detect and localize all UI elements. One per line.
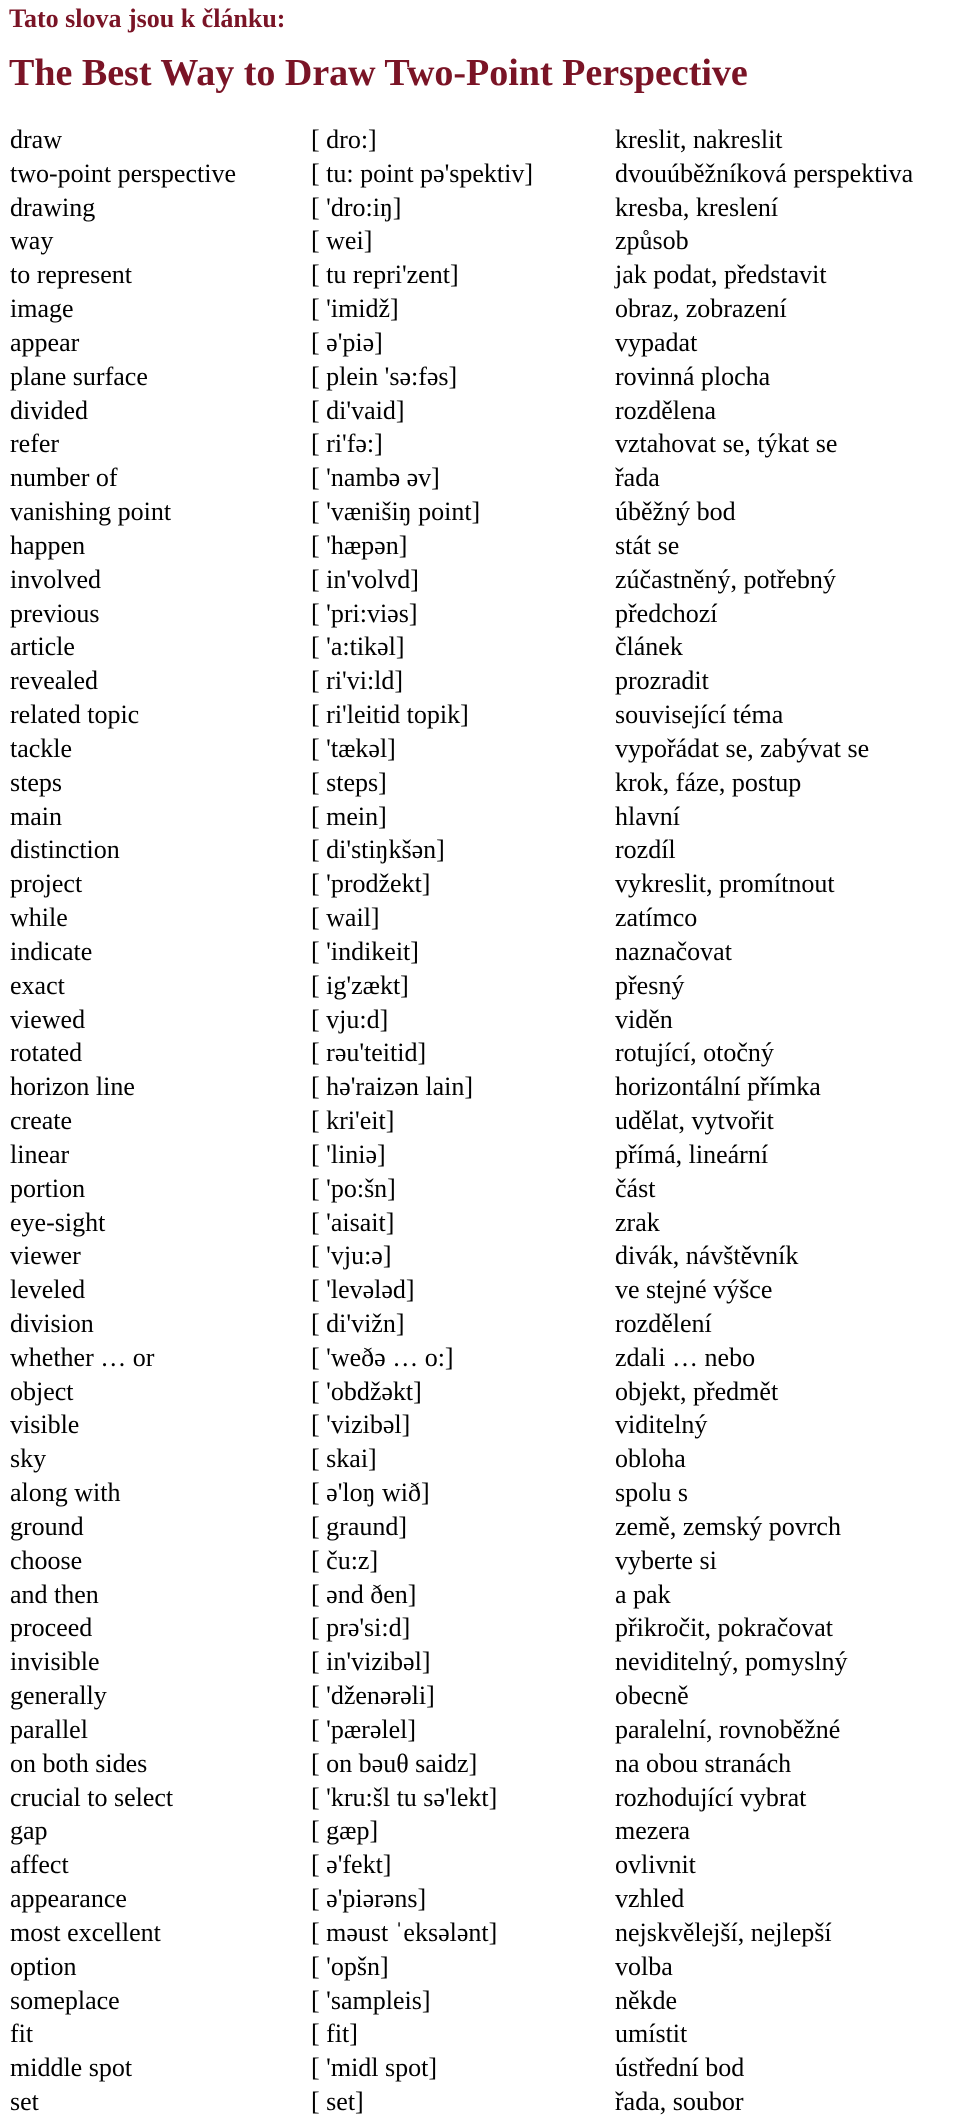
vocabulary-pronunciation: [ kri'eit] bbox=[311, 1106, 395, 1136]
vocabulary-word: distinction bbox=[10, 835, 120, 865]
vocabulary-row bbox=[0, 732, 960, 766]
vocabulary-pronunciation: [ ə'loŋ wið] bbox=[311, 1478, 430, 1508]
vocabulary-pronunciation: [ 'prodžekt] bbox=[311, 869, 431, 899]
vocabulary-translation: vyberte si bbox=[615, 1545, 717, 1575]
vocabulary-row bbox=[0, 1611, 960, 1645]
vocabulary-translation: kreslit, nakreslit bbox=[615, 125, 783, 154]
vocabulary-pronunciation: [ fit] bbox=[311, 2019, 358, 2049]
vocabulary-translation: úběžný bod bbox=[615, 497, 736, 527]
vocabulary-word: to represent bbox=[10, 260, 133, 290]
vocabulary-word: along with bbox=[10, 1478, 121, 1508]
vocabulary-pronunciation: [ wei] bbox=[311, 226, 373, 256]
vocabulary-row bbox=[0, 2085, 960, 2119]
vocabulary-word: tackle bbox=[10, 733, 73, 763]
vocabulary-row bbox=[0, 1814, 960, 1848]
vocabulary-word: related topic bbox=[10, 700, 140, 730]
vocabulary-translation: rozhodující vybrat bbox=[615, 1782, 807, 1812]
vocabulary-pronunciation: [ di'vaid] bbox=[311, 395, 405, 425]
vocabulary-row bbox=[0, 1003, 960, 1037]
vocabulary-row bbox=[0, 1882, 960, 1916]
vocabulary-pronunciation: [ 'opšn] bbox=[311, 1951, 389, 1981]
vocabulary-row bbox=[0, 1950, 960, 1984]
vocabulary-row bbox=[0, 1239, 960, 1273]
vocabulary-pronunciation: [ 'levələd] bbox=[311, 1275, 415, 1305]
vocabulary-translation: obloha bbox=[615, 1444, 686, 1474]
vocabulary-translation: jak podat, představit bbox=[615, 260, 827, 290]
vocabulary-word: main bbox=[10, 801, 62, 831]
vocabulary-translation: vypadat bbox=[615, 327, 698, 357]
vocabulary-row bbox=[0, 597, 960, 631]
vocabulary-word: ground bbox=[10, 1511, 84, 1541]
vocabulary-pronunciation: [ mein] bbox=[311, 801, 387, 831]
vocabulary-translation: paralelní, rovnoběžné bbox=[615, 1714, 841, 1744]
vocabulary-pronunciation: [ set] bbox=[311, 2087, 364, 2117]
vocabulary-translation: rotující, otočný bbox=[615, 1038, 774, 1068]
vocabulary-row bbox=[0, 427, 960, 461]
vocabulary-word: invisible bbox=[10, 1647, 100, 1677]
vocabulary-pronunciation: [ 'weðə … o:] bbox=[311, 1342, 454, 1372]
vocabulary-word: divided bbox=[10, 395, 88, 425]
vocabulary-translation: mezera bbox=[615, 1816, 691, 1846]
vocabulary-pronunciation: [ skai] bbox=[311, 1444, 377, 1474]
vocabulary-pronunciation: [ rəu'teitid] bbox=[311, 1038, 427, 1068]
vocabulary-word: vanishing point bbox=[10, 497, 172, 527]
vocabulary-pronunciation: [ on bəuθ saidz] bbox=[311, 1748, 478, 1778]
vocabulary-pronunciation: [ ig'zækt] bbox=[311, 970, 409, 1000]
vocabulary-translation: neviditelný, pomyslný bbox=[615, 1647, 848, 1677]
vocabulary-pronunciation: [ 'kru:šl tu sə'lekt] bbox=[311, 1782, 498, 1812]
vocabulary-pronunciation: [ ri'vi:ld] bbox=[311, 666, 404, 696]
vocabulary-word: object bbox=[10, 1376, 74, 1406]
page-subtitle: Tato slova jsou k článku: bbox=[9, 4, 286, 33]
vocabulary-word: exact bbox=[10, 970, 65, 1000]
vocabulary-word: gap bbox=[10, 1816, 48, 1846]
vocabulary-row bbox=[0, 495, 960, 529]
vocabulary-pronunciation: [ 'liniə] bbox=[311, 1139, 386, 1169]
vocabulary-pronunciation: [ 'indikeit] bbox=[311, 936, 419, 966]
vocabulary-pronunciation: [ di'vižn] bbox=[311, 1308, 405, 1338]
vocabulary-pronunciation: [ 'dženərəli] bbox=[311, 1681, 435, 1711]
vocabulary-row bbox=[0, 258, 960, 292]
vocabulary-row bbox=[0, 2017, 960, 2051]
vocabulary-word: article bbox=[10, 632, 75, 662]
vocabulary-pronunciation: [ ri'leitid topik] bbox=[311, 700, 469, 730]
vocabulary-pronunciation: [ 'hæpən] bbox=[311, 530, 408, 560]
vocabulary-word: choose bbox=[10, 1545, 83, 1575]
vocabulary-row bbox=[0, 1544, 960, 1578]
vocabulary-translation: prozradit bbox=[615, 666, 709, 696]
vocabulary-word: leveled bbox=[10, 1275, 86, 1305]
vocabulary-word: horizon line bbox=[10, 1072, 135, 1102]
vocabulary-row bbox=[0, 461, 960, 495]
vocabulary-translation: ovlivnit bbox=[615, 1850, 696, 1880]
vocabulary-row bbox=[0, 1747, 960, 1781]
vocabulary-pronunciation: [ 'dro:iŋ] bbox=[311, 192, 402, 222]
vocabulary-translation: objekt, předmět bbox=[615, 1376, 779, 1406]
vocabulary-word: visible bbox=[10, 1410, 80, 1440]
vocabulary-translation: přímá, lineární bbox=[615, 1139, 769, 1169]
vocabulary-word: previous bbox=[10, 598, 100, 628]
vocabulary-translation: krok, fáze, postup bbox=[615, 767, 802, 797]
vocabulary-pronunciation: [ di'stiŋkšən] bbox=[311, 835, 445, 865]
vocabulary-row bbox=[0, 394, 960, 428]
vocabulary-translation: přesný bbox=[615, 970, 685, 1000]
vocabulary-pronunciation: [ tu: point pə'spektiv] bbox=[311, 158, 534, 188]
vocabulary-word: image bbox=[10, 294, 74, 324]
vocabulary-word: whether … or bbox=[10, 1342, 155, 1372]
vocabulary-row bbox=[0, 1984, 960, 2018]
vocabulary-row bbox=[0, 766, 960, 800]
vocabulary-row bbox=[0, 1070, 960, 1104]
vocabulary-translation: rozdělení bbox=[615, 1308, 712, 1338]
vocabulary-word: division bbox=[10, 1308, 94, 1338]
vocabulary-word: eye-sight bbox=[10, 1207, 106, 1237]
vocabulary-row bbox=[0, 1713, 960, 1747]
vocabulary-translation: viděn bbox=[615, 1004, 673, 1034]
vocabulary-word: appearance bbox=[10, 1884, 127, 1914]
vocabulary-row bbox=[0, 1578, 960, 1612]
vocabulary-pronunciation: [ steps] bbox=[311, 767, 387, 797]
vocabulary-pronunciation: [ plein 'sə:fəs] bbox=[311, 361, 458, 391]
vocabulary-row bbox=[0, 833, 960, 867]
vocabulary-pronunciation: [ 'pri:viəs] bbox=[311, 598, 418, 628]
vocabulary-translation: rozdíl bbox=[615, 835, 676, 865]
vocabulary-word: two-point perspective bbox=[10, 158, 236, 188]
vocabulary-row bbox=[0, 1273, 960, 1307]
vocabulary-word: refer bbox=[10, 429, 60, 459]
vocabulary-word: indicate bbox=[10, 936, 93, 966]
vocabulary-word: rotated bbox=[10, 1038, 83, 1068]
vocabulary-word: generally bbox=[10, 1681, 107, 1711]
vocabulary-row bbox=[0, 1476, 960, 1510]
vocabulary-translation: zúčastněný, potřebný bbox=[615, 564, 836, 594]
vocabulary-row bbox=[0, 969, 960, 1003]
vocabulary-word: someplace bbox=[10, 1985, 120, 2015]
vocabulary-word: most excellent bbox=[10, 1917, 161, 1947]
vocabulary-translation: řada bbox=[615, 463, 660, 493]
vocabulary-row bbox=[0, 1408, 960, 1442]
vocabulary-row bbox=[0, 2051, 960, 2085]
vocabulary-word: number of bbox=[10, 463, 118, 493]
vocabulary-row bbox=[0, 1206, 960, 1240]
vocabulary-word: drawing bbox=[10, 192, 96, 222]
vocabulary-pronunciation: [ 'sampleis] bbox=[311, 1985, 431, 2015]
vocabulary-pronunciation: [ 'a:tikəl] bbox=[311, 632, 405, 662]
vocabulary-pronunciation: [ ču:z] bbox=[311, 1545, 379, 1575]
vocabulary-translation: nejskvělejší, nejlepší bbox=[615, 1917, 832, 1947]
vocabulary-pronunciation: [ vju:d] bbox=[311, 1004, 389, 1034]
vocabulary-row bbox=[0, 1916, 960, 1950]
vocabulary-row bbox=[0, 1679, 960, 1713]
vocabulary-translation: článek bbox=[615, 632, 683, 662]
vocabulary-translation: divák, návštěvník bbox=[615, 1241, 799, 1271]
vocabulary-translation: volba bbox=[615, 1951, 673, 1981]
vocabulary-row bbox=[0, 224, 960, 258]
vocabulary-translation: obraz, zobrazení bbox=[615, 294, 787, 324]
vocabulary-translation: stát se bbox=[615, 530, 680, 560]
vocabulary-pronunciation: [ 'po:šn] bbox=[311, 1173, 396, 1203]
vocabulary-row bbox=[0, 935, 960, 969]
vocabulary-translation: přikročit, pokračovat bbox=[615, 1613, 834, 1643]
vocabulary-translation: vykreslit, promítnout bbox=[615, 869, 835, 899]
vocabulary-row bbox=[0, 1645, 960, 1679]
vocabulary-word: proceed bbox=[10, 1613, 93, 1643]
vocabulary-word: project bbox=[10, 869, 83, 899]
vocabulary-pronunciation: [ 'vju:ə] bbox=[311, 1241, 392, 1271]
vocabulary-row bbox=[0, 191, 960, 225]
vocabulary-row bbox=[0, 563, 960, 597]
vocabulary-translation: vypořádat se, zabývat se bbox=[615, 733, 870, 763]
vocabulary-translation: vztahovat se, týkat se bbox=[615, 429, 838, 459]
vocabulary-row bbox=[0, 1307, 960, 1341]
vocabulary-translation: předchozí bbox=[615, 598, 718, 628]
vocabulary-word: on both sides bbox=[10, 1748, 148, 1778]
vocabulary-translation: zrak bbox=[615, 1207, 660, 1237]
vocabulary-translation: část bbox=[615, 1173, 656, 1203]
vocabulary-pronunciation: [ in'volvd] bbox=[311, 564, 419, 594]
vocabulary-pronunciation: [ məust ˈeksələnt] bbox=[311, 1917, 498, 1947]
vocabulary-row bbox=[0, 1781, 960, 1815]
vocabulary-pronunciation: [ 'vizibəl] bbox=[311, 1410, 411, 1440]
vocabulary-word: way bbox=[10, 226, 54, 256]
vocabulary-pronunciation: [ ə'piərəns] bbox=[311, 1884, 427, 1914]
vocabulary-row bbox=[0, 1848, 960, 1882]
vocabulary-translation: kresba, kreslení bbox=[615, 192, 779, 222]
vocabulary-translation: řada, soubor bbox=[615, 2087, 744, 2117]
vocabulary-translation: rozdělena bbox=[615, 395, 717, 425]
vocabulary-row bbox=[0, 1442, 960, 1476]
vocabulary-word: fit bbox=[10, 2019, 34, 2049]
vocabulary-translation: země, zemský povrch bbox=[615, 1511, 841, 1541]
vocabulary-pronunciation: [ 'obdžəkt] bbox=[311, 1376, 422, 1406]
vocabulary-word: portion bbox=[10, 1173, 86, 1203]
vocabulary-word: sky bbox=[10, 1444, 47, 1474]
vocabulary-pronunciation: [ gæp] bbox=[311, 1816, 379, 1846]
vocabulary-pronunciation: [ ri'fə:] bbox=[311, 429, 383, 459]
vocabulary-word: plane surface bbox=[10, 361, 148, 391]
vocabulary-word: create bbox=[10, 1106, 73, 1136]
vocabulary-translation: viditelný bbox=[615, 1410, 708, 1440]
vocabulary-row bbox=[0, 698, 960, 732]
vocabulary-pronunciation: [ wail] bbox=[311, 903, 380, 933]
vocabulary-table bbox=[0, 123, 960, 2119]
vocabulary-translation: způsob bbox=[615, 226, 689, 256]
vocabulary-row bbox=[0, 1341, 960, 1375]
vocabulary-pronunciation: [ 'imidž] bbox=[311, 294, 399, 324]
vocabulary-word: happen bbox=[10, 530, 86, 560]
vocabulary-pronunciation: [ tu repri'zent] bbox=[311, 260, 459, 290]
vocabulary-word: viewer bbox=[10, 1241, 81, 1271]
vocabulary-translation: horizontální přímka bbox=[615, 1072, 821, 1102]
vocabulary-word: crucial to select bbox=[10, 1782, 174, 1812]
vocabulary-translation: ve stejné výšce bbox=[615, 1275, 773, 1305]
vocabulary-word: appear bbox=[10, 327, 80, 357]
vocabulary-pronunciation: [ graund] bbox=[311, 1511, 408, 1541]
vocabulary-pronunciation: [ ə'piə] bbox=[311, 327, 383, 357]
vocabulary-translation: obecně bbox=[615, 1681, 689, 1711]
vocabulary-translation: dvouúběžníková perspektiva bbox=[615, 158, 914, 188]
vocabulary-pronunciation: [ dro:] bbox=[311, 125, 377, 154]
vocabulary-word: linear bbox=[10, 1139, 70, 1169]
vocabulary-pronunciation: [ ə'fekt] bbox=[311, 1850, 392, 1880]
vocabulary-row bbox=[0, 123, 960, 157]
vocabulary-row bbox=[0, 529, 960, 563]
vocabulary-word: revealed bbox=[10, 666, 99, 696]
vocabulary-pronunciation: [ 'aisait] bbox=[311, 1207, 395, 1237]
vocabulary-word: middle spot bbox=[10, 2053, 133, 2083]
vocabulary-translation: umístit bbox=[615, 2019, 688, 2049]
vocabulary-row bbox=[0, 867, 960, 901]
vocabulary-pronunciation: [ 'midl spot] bbox=[311, 2053, 438, 2083]
vocabulary-translation: spolu s bbox=[615, 1478, 688, 1508]
vocabulary-word: while bbox=[10, 903, 68, 933]
vocabulary-row bbox=[0, 1104, 960, 1138]
vocabulary-row bbox=[0, 1172, 960, 1206]
vocabulary-translation: související téma bbox=[615, 700, 784, 730]
vocabulary-pronunciation: [ prə'si:d] bbox=[311, 1613, 411, 1643]
vocabulary-word: and then bbox=[10, 1579, 99, 1609]
vocabulary-pronunciation: [ hə'raizən lain] bbox=[311, 1072, 474, 1102]
vocabulary-pronunciation: [ 'pærəlel] bbox=[311, 1714, 417, 1744]
vocabulary-pronunciation: [ 'nambə əv] bbox=[311, 463, 440, 493]
vocabulary-row bbox=[0, 1036, 960, 1070]
vocabulary-word: parallel bbox=[10, 1714, 88, 1744]
vocabulary-word: option bbox=[10, 1951, 77, 1981]
vocabulary-translation: ústřední bod bbox=[615, 2053, 745, 2083]
vocabulary-word: draw bbox=[10, 125, 62, 154]
vocabulary-row bbox=[0, 630, 960, 664]
vocabulary-translation: udělat, vytvořit bbox=[615, 1106, 774, 1136]
vocabulary-translation: hlavní bbox=[615, 801, 680, 831]
vocabulary-row bbox=[0, 901, 960, 935]
vocabulary-row bbox=[0, 800, 960, 834]
vocabulary-word: steps bbox=[10, 767, 62, 797]
vocabulary-pronunciation: [ in'vizibəl] bbox=[311, 1647, 431, 1677]
vocabulary-row bbox=[0, 1138, 960, 1172]
vocabulary-word: viewed bbox=[10, 1004, 86, 1034]
vocabulary-pronunciation: [ ənd ðen] bbox=[311, 1579, 417, 1609]
page-title: The Best Way to Draw Two-Point Perspective bbox=[9, 52, 748, 94]
vocabulary-row bbox=[0, 360, 960, 394]
vocabulary-pronunciation: [ 'vænišiŋ point] bbox=[311, 497, 481, 527]
vocabulary-row bbox=[0, 157, 960, 191]
vocabulary-translation: rovinná plocha bbox=[615, 361, 771, 391]
vocabulary-row bbox=[0, 326, 960, 360]
vocabulary-pronunciation: [ 'tækəl] bbox=[311, 733, 396, 763]
vocabulary-translation: vzhled bbox=[615, 1884, 685, 1914]
vocabulary-translation: zdali … nebo bbox=[615, 1342, 756, 1372]
vocabulary-translation: a pak bbox=[615, 1579, 671, 1609]
vocabulary-word: affect bbox=[10, 1850, 69, 1880]
vocabulary-row bbox=[0, 1510, 960, 1544]
vocabulary-translation: někde bbox=[615, 1985, 678, 2015]
vocabulary-word: involved bbox=[10, 564, 101, 594]
vocabulary-row bbox=[0, 1375, 960, 1409]
vocabulary-row bbox=[0, 292, 960, 326]
vocabulary-word: set bbox=[10, 2087, 39, 2117]
vocabulary-row bbox=[0, 664, 960, 698]
vocabulary-translation: naznačovat bbox=[615, 936, 732, 966]
vocabulary-translation: na obou stranách bbox=[615, 1748, 792, 1778]
vocabulary-translation: zatímco bbox=[615, 903, 698, 933]
